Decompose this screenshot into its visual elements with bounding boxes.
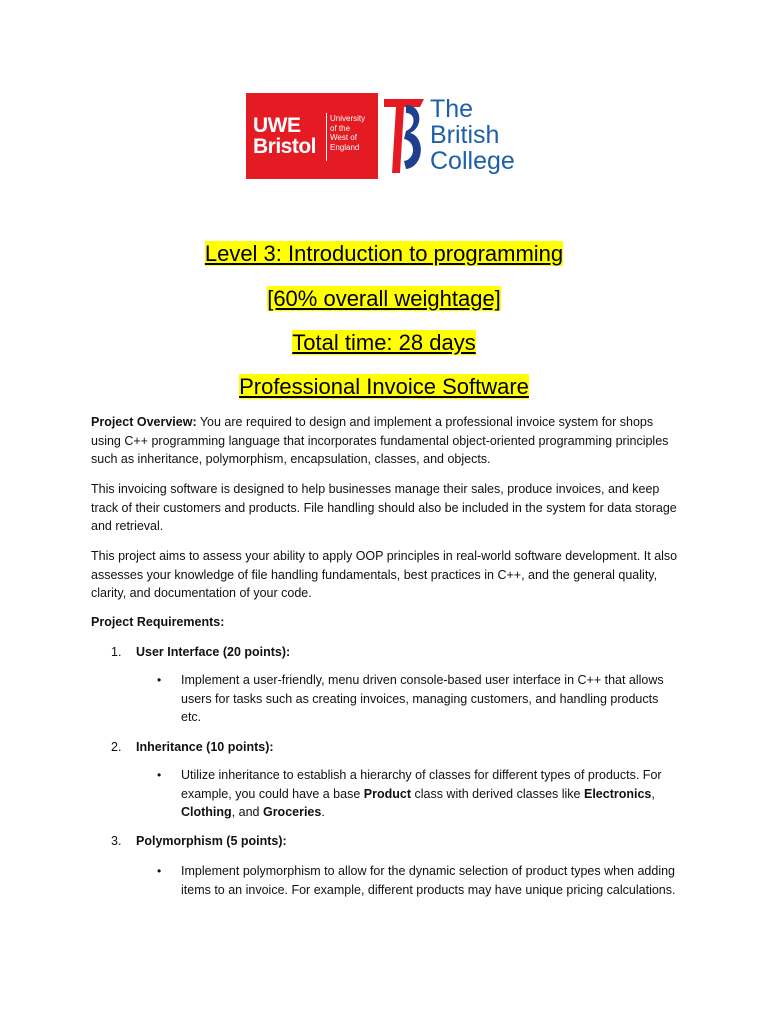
requirement-2-number: 2. <box>111 740 122 754</box>
title-weightage <box>0 284 768 314</box>
requirement-2-title: Inheritance (10 points): <box>136 740 274 754</box>
bullet-icon: • <box>157 864 162 878</box>
req2-text-c: class with derived classes like <box>411 786 584 801</box>
tbc-line1: The <box>430 95 474 123</box>
requirement-1-number: 1. <box>111 645 122 659</box>
req2-clothing: Clothing <box>181 805 232 820</box>
requirement-1-bullet: Implement a user-friendly, menu driven console-based user interface in C++ that allows users for tasks such as creating invoices, managing customers, and handling products etc. <box>181 673 664 725</box>
req2-text-f: . <box>321 805 325 820</box>
requirement-3-bullet: Implement polymorphism to allow for the dynamic selection of product types when adding items to an invoice. For example, different products may have unique pricing calculations. <box>181 864 676 897</box>
req2-product: Product <box>363 786 411 801</box>
title-project-text: Professional Invoice Software <box>239 374 529 399</box>
requirement-3-title: Polymorphism (5 points): <box>136 834 287 848</box>
title-time-text: Total time: 28 days <box>292 330 476 355</box>
uwe-logo-line1: UWE <box>253 114 301 137</box>
requirement-2 <box>111 738 274 757</box>
overview-label: Project Overview: <box>91 415 197 429</box>
uwe-sub-line3: West of <box>330 133 357 142</box>
british-college-emblem-icon <box>382 97 426 175</box>
req2-text-a: Utilize inheritance to establish a hierarchy of classes for different types of products. For example, you could have a base <box>181 768 662 801</box>
uwe-logo-divider <box>326 113 327 161</box>
requirement-1 <box>111 643 290 662</box>
overview-text: You are required to design and implement a professional invoice system for shops using C++ programming language that incorporates fundamental object-oriented programming principles such as inheritance, polymorphism, encapsulation, classes, and objects. <box>91 415 669 467</box>
paragraph-purpose: This invoicing software is designed to help businesses manage their sales, produce invoices, and keep track of their customers and products. File handling should also be included in the system for data storage and retrieval. <box>91 482 677 534</box>
uwe-sub-line1: University <box>330 114 366 123</box>
bullet-icon: • <box>157 673 162 687</box>
requirements-heading: Project Requirements: <box>91 615 225 629</box>
title-weightage-text: [60% overall weightage] <box>267 286 501 311</box>
req2-electronics: Electronics <box>583 786 652 801</box>
project-overview <box>91 413 681 469</box>
uwe-bristol-logo <box>246 93 378 179</box>
bullet-icon: • <box>157 768 162 782</box>
logo-band <box>246 93 522 179</box>
tbc-line3: College <box>430 147 515 175</box>
requirement-1-title: User Interface (20 points): <box>136 645 291 659</box>
requirement-3-number: 3. <box>111 834 122 848</box>
title-course-text: Level 3: Introduction to programming <box>204 241 564 266</box>
uwe-logo-line2: Bristol <box>253 135 317 158</box>
req2-groceries: Groceries <box>262 805 322 820</box>
req2-text-d: , <box>651 786 655 801</box>
uwe-sub-line4: England <box>330 142 360 152</box>
requirement-2-bullet <box>181 766 681 822</box>
title-project <box>0 372 768 402</box>
req2-text-e: , and <box>231 805 263 820</box>
uwe-logo-wordmark <box>253 115 316 157</box>
tbc-line2: British <box>430 121 500 149</box>
uwe-logo-subtext <box>330 114 365 152</box>
uwe-sub-line2: of the <box>330 123 351 133</box>
title-time <box>0 328 768 358</box>
requirement-3 <box>111 832 287 851</box>
title-course <box>0 239 768 269</box>
british-college-wordmark <box>430 96 515 174</box>
paragraph-assessment: This project aims to assess your ability to apply OOP principles in real-world software development. It also assesses your knowledge of file handling fundamentals, best practices in C++, and the general quality, clarity, and documentation of your code. <box>91 549 678 601</box>
